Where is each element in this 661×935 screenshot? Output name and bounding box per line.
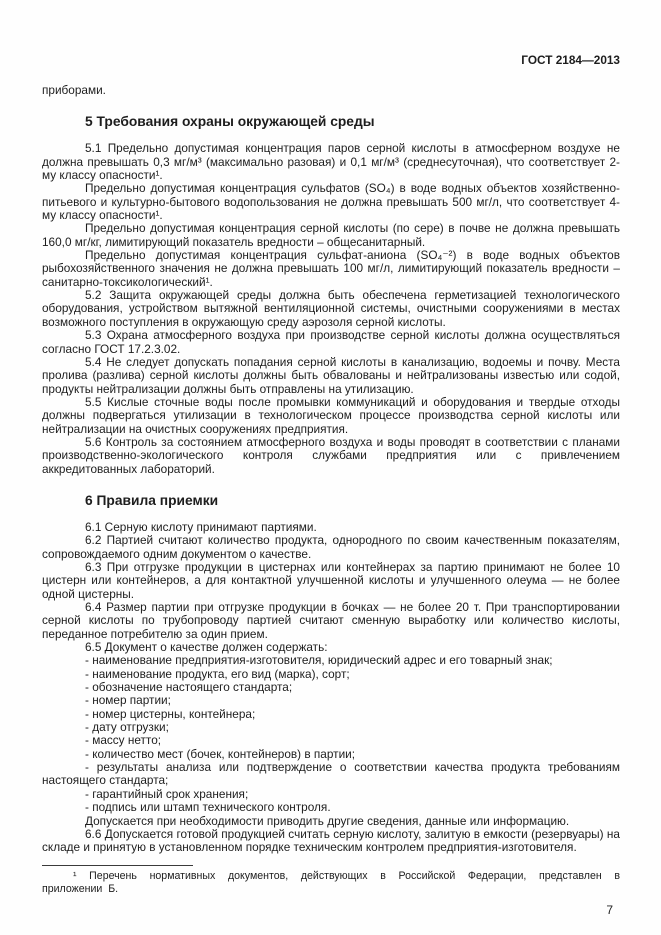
paragraph: 5.6 Контроль за состоянием атмосферного воздуха и воды проводят в соответствии с планами производственно-экологического контроля службами предприятия или с привлечением аккредитованных лабораторий.: [42, 434, 620, 476]
section-6-heading: 6 Правила приемки: [85, 492, 219, 508]
paragraph: - номер цистерны, контейнера;: [85, 706, 256, 721]
page-number: 7: [606, 902, 613, 917]
footnote-text: ¹ Перечень нормативных документов, действующих в Российской Федерации, представлен в приложении Б.: [42, 869, 620, 895]
paragraph: 6.6 Допускается готовой продукцией считать серную кислоту, залитую в емкости (резервуары) на складе и принятую в установленном порядке техническим контролем предприятия-изготовителя.: [42, 826, 620, 855]
continuation-paragraph: приборами.: [42, 83, 106, 97]
paragraph: Предельно допустимая концентрация сульфат-аниона (SO₄⁻²) в воде водных объектов рыбохозяйственного значения не должна превышать 100 мг/л, лимитирующий показатель вредности – санитарно-токсикологический¹.: [42, 248, 620, 289]
paragraph: 5.5 Кислые сточные воды после промывки коммуникаций и оборудования и твердые отходы должны подвергаться утилизации в технологическом процессе производства серной кислоты или нейтрализации на очистных сооружениях предприятия.: [42, 394, 620, 436]
section-6: [42, 493, 620, 855]
paragraph: - наименование продукта, его вид (марка), сорт;: [85, 666, 350, 681]
paragraph: 6.4 Размер партии при отгрузке продукции в бочках — не более 20 т. При транспортировании серной кислоты по трубопроводу партией считают сменную выработку или количество кислоты, переданное потребителю за один прием.: [42, 600, 620, 641]
paragraph: 5.4 Не следует допускать попадания серной кислоты в канализацию, водоемы и почву. Места пролива (разлива) серной кислоты должны быть обвалованы и нейтрализованы известью или содой, продукты нейтрализации должны быть отправлены на утилизацию.: [42, 354, 620, 396]
paragraph: - количество мест (бочек, контейнеров) в партии;: [85, 746, 356, 761]
doc-header: [42, 53, 620, 67]
paragraph: 5.2 Защита окружающей среды должна быть обеспечена герметизацией технологического оборудования, устройством вытяжной вентиляционной системы, очистными сооружениями в местах возможного поступления в окружающую среду аэрозоля серной кислоты.: [42, 288, 620, 329]
paragraph: - номер партии;: [85, 693, 171, 708]
paragraph: 6.2 Партией считают количество продукта, однородного по своим качественным показателям, сопровождаемого одним документом о качестве.: [42, 533, 620, 561]
section-5-heading: 5 Требования охраны окружающей среды: [85, 114, 375, 130]
paragraph: - обозначение настоящего стандарта;: [85, 680, 293, 695]
paragraph: 6.1 Серную кислоту принимают партиями.: [85, 519, 317, 534]
paragraph: - массу нетто;: [85, 733, 162, 748]
paragraph: - дату отгрузки;: [85, 720, 169, 735]
paragraph: - наименование предприятия-изготовителя, юридический адрес и его товарный знак;: [85, 653, 553, 668]
standard-number: ГОСТ 2184—2013: [521, 53, 620, 67]
paragraph: 5.3 Охрана атмосферного воздуха при производстве серной кислоты должна осуществляться согласно ГОСТ 17.2.3.02.: [42, 328, 620, 356]
paragraph: Предельно допустимая концентрация сульфатов (SO₄) в воде водных объектов хозяйственно-питьевого и культурно-бытового водопользования не должна превышать 500 мг/л, что соответствует 4-му классу опасности¹.: [42, 181, 620, 223]
footnote-area: [42, 865, 620, 896]
paragraph: - гарантийный срок хранения;: [85, 786, 249, 801]
paragraph: 6.3 При отгрузке продукции в цистернах или контейнерах за партию принимают не более 10 цистерн или контейнеров, а для контактной улучшенной кислоты и улучшенного олеума — не более одной цистерны.: [42, 559, 620, 601]
paragraph: - подпись или штамп технического контроля.: [85, 800, 331, 815]
section-5: [42, 114, 620, 476]
paragraph: - результаты анализа или подтверждение о соответствии качества продукта требованиям настоящего стандарта;: [42, 760, 620, 788]
paragraph: Предельно допустимая концентрация серной кислоты (по сере) в почве не должна превышать 160,0 мг/кг, лимитирующий показатель вредности – общесанитарный.: [42, 221, 620, 249]
paragraph: 5.1 Предельно допустимая концентрация паров серной кислоты в атмосферном воздухе не должна превышать 0,3 мг/м³ (максимально разовая) и 0,1 мг/м³ (среднесуточная), что соответствует 2-му классу опасности¹.: [42, 141, 620, 183]
section-6-body: [42, 521, 620, 855]
paragraph: Допускается при необходимости приводить другие сведения, данные или информацию.: [85, 813, 570, 828]
paragraph: 6.5 Документ о качестве должен содержать:: [85, 640, 328, 655]
section-5-body: [42, 142, 620, 476]
footnote-separator-line: [42, 865, 193, 866]
